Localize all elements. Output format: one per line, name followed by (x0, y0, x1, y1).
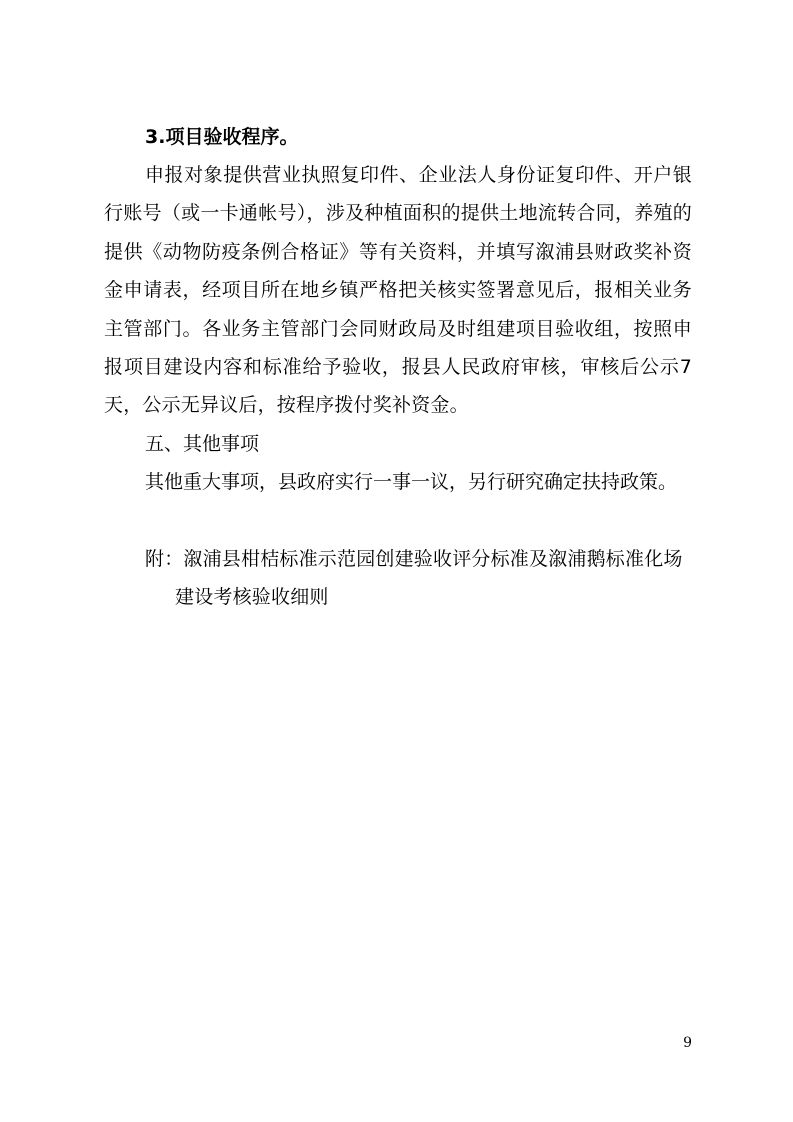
blank-line (104, 502, 692, 540)
section-five-heading: 五、其他事项 (145, 432, 260, 455)
other-matters-paragraph: 其他重大事项，县政府实行一事一议，另行研究确定扶持政策。 (145, 471, 678, 494)
section-heading: 3.项目验收程序。 (145, 126, 299, 148)
document-body (104, 118, 692, 616)
appendix-note: 附：溆浦县柑桔标准示范园创建验收评分标准及溆浦鹅标准化场建设考核验收细则 (145, 547, 683, 609)
page-number: 9 (683, 1035, 692, 1051)
procedure-paragraph: 申报对象提供营业执照复印件、企业法人身份证复印件、开户银行账号（或一卡通帐号），涉及种植面积的提供土地流转合同，养殖的提供《动物防疫条例合格证》等有关资料，并填写溆浦县财政奖补资金申请表，经项目所在地乡镇严格把关核实签署意见后，报相关业务主管部门。各业务主管部门会同财政局及时组建项目验收组，按照申报项目建设内容和标准给予验收，报县人民政府审核，审核后公示7天，公示无异议后，按程序拨付奖补资金。 (104, 164, 692, 417)
